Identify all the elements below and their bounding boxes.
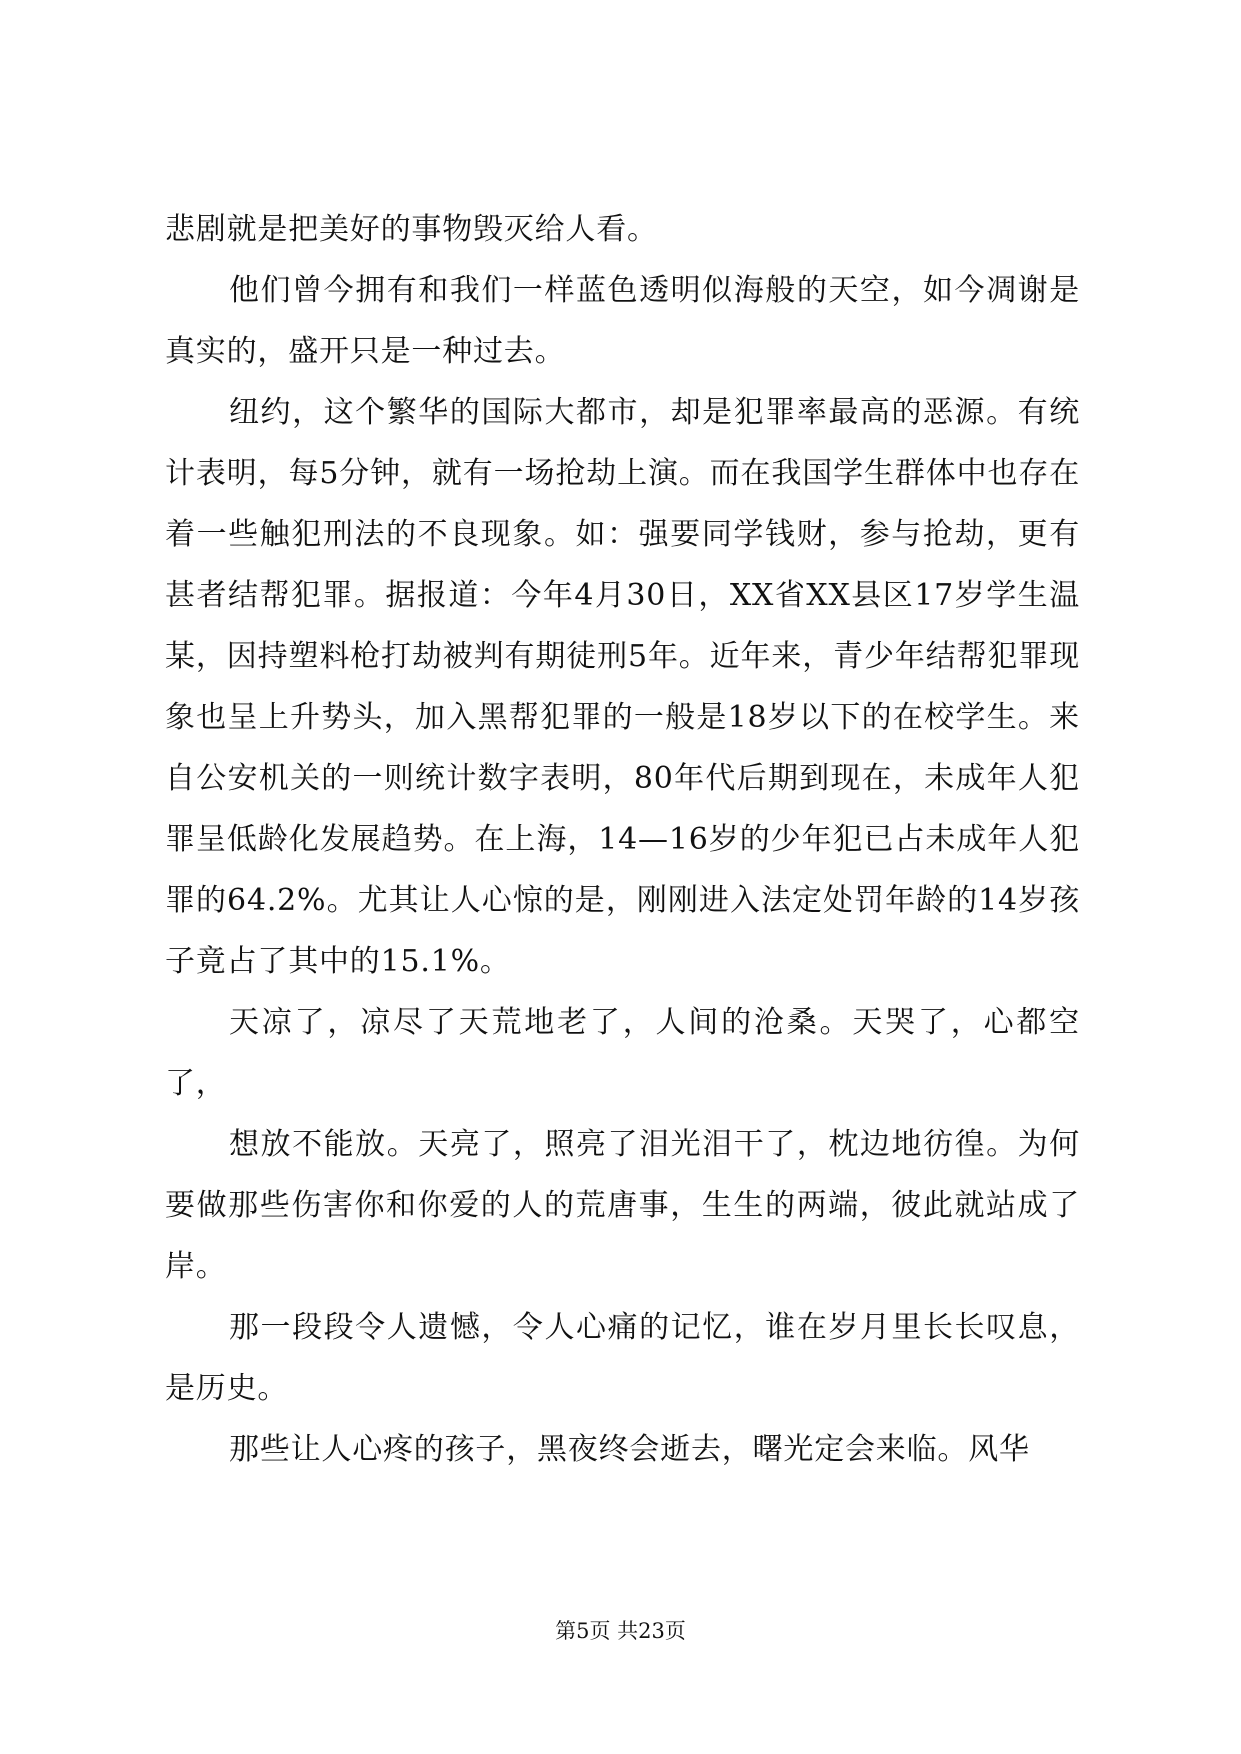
paragraph-6: 那一段段令人遗憾，令人心痛的记忆，谁在岁月里长长叹息，是历史。 xyxy=(165,1310,1080,1406)
paragraph-4: 天凉了，凉尽了天荒地老了，人间的沧桑。天哭了，心都空了， xyxy=(165,1005,1080,1101)
paragraph-1: 悲剧就是把美好的事物毁灭给人看。 xyxy=(165,212,658,247)
paragraph-2: 他们曾今拥有和我们一样蓝色透明似海般的天空，如今凋谢是真实的，盛开只是一种过去。 xyxy=(165,273,1080,369)
paragraph-7: 那些让人心疼的孩子，黑夜终会逝去，曙光定会来临。风华 xyxy=(229,1432,1030,1467)
paragraph-5: 想放不能放。天亮了，照亮了泪光泪干了，枕边地彷徨。为何要做那些伤害你和你爱的人的荒唐事，生生的两端，彼此就站成了岸。 xyxy=(165,1127,1080,1284)
page-footer xyxy=(0,1616,1241,1646)
page-number-label: 第5页 共23页 xyxy=(555,1619,686,1643)
paragraph-3: 纽约，这个繁华的国际大都市，却是犯罪率最高的恶源。有统计表明，每5分钟，就有一场抢劫上演。而在我国学生群体中也存在着一些触犯刑法的不良现象。如：强要同学钱财，参与抢劫，更有甚者结帮犯罪。据报道：今年4月30日，XX省XX县区17岁学生温某，因持塑料枪打劫被判有期徒刑5年。近年来，青少年结帮犯罪现象也呈上升势头，加入黑帮犯罪的一般是18岁以下的在校学生。来自公安机关的一则统计数字表明，80年代后期到现在，未成年人犯罪呈低龄化发展趋势。在上海，14—16岁的少年犯已占未成年人犯罪的64.2%。尤其让人心惊的是，刚刚进入法定处罚年龄的14岁孩子竟占了其中的15.1%。 xyxy=(165,395,1080,979)
document-body xyxy=(165,199,1080,1480)
